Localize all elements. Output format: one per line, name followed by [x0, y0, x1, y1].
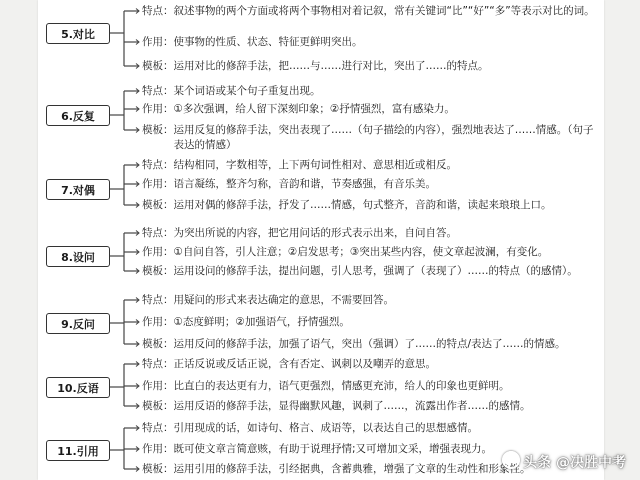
section-8	[38, 223, 604, 287]
section-6	[38, 81, 604, 153]
row-content: 某个词语或某个句子重复出现。	[173, 85, 321, 97]
row-content: 用疑问的形式来表达确定的意思，不需要回答。	[173, 294, 394, 306]
section-label: 5.对比	[46, 23, 110, 44]
row-label: 作用：	[142, 380, 174, 392]
section-row	[142, 421, 602, 436]
section-row	[142, 264, 602, 279]
row-content: 运用引用的修辞手法，引经据典，含蓄典雅，增强了文章的生动性和形象性。	[173, 463, 531, 475]
section-row	[142, 245, 602, 260]
row-content: 既可使文章言简意赅，有助于说理抒情;又可增加文采，增强表现力。	[173, 443, 493, 455]
section-9	[38, 290, 604, 350]
section-row	[142, 4, 602, 19]
row-label: 模板：	[142, 463, 174, 475]
bracket-connector	[110, 155, 140, 219]
bracket-connector	[110, 0, 140, 78]
row-label: 特点：	[142, 85, 174, 97]
row-content: 运用反语的修辞手法，显得幽默风趣，讽刺了……，流露出作者……的感情。	[173, 400, 531, 412]
row-label: 模板：	[142, 265, 174, 277]
row-content: 运用反问的修辞手法，加强了语气，突出（强调）了……的特点/表达了……的情感。	[173, 338, 566, 350]
section-row	[142, 177, 602, 192]
section-row	[142, 35, 602, 50]
row-label: 作用：	[142, 443, 174, 455]
row-label: 特点：	[142, 358, 174, 370]
row-label: 模板：	[142, 338, 174, 350]
section-row	[142, 293, 602, 308]
section-row	[142, 123, 602, 153]
section-label: 10.反语	[46, 377, 110, 398]
row-content: 正话反说或反话正说，含有否定、讽刺以及嘲弄的意思。	[173, 358, 436, 370]
section-row	[142, 315, 602, 330]
section-7	[38, 155, 604, 219]
section-row	[142, 158, 602, 173]
row-content: 运用设问的修辞手法，提出问题，引人思考，强调了（表现了）……的特点（的感情）。	[173, 265, 578, 277]
row-label: 模板：	[142, 60, 174, 72]
row-content: 引用现成的话，如诗句、格言、成语等，以表达自己的思想感情。	[173, 422, 478, 434]
study-sheet	[38, 0, 604, 480]
row-label: 特点：	[142, 227, 174, 239]
section-row	[142, 379, 602, 394]
row-content: 运用反复的修辞手法，突出表现了……（句子描绘的内容），强烈地表达了……情感。（句子表达的情感）	[173, 124, 594, 151]
section-10	[38, 354, 604, 414]
row-label: 特点：	[142, 159, 174, 171]
row-label: 特点：	[142, 422, 174, 434]
row-content: ①态度鲜明；②加强语气，抒情强烈。	[173, 316, 350, 328]
section-label: 7.对偶	[46, 179, 110, 200]
bracket-connector	[110, 290, 140, 350]
row-content: 语言凝练，整齐匀称，音韵和谐，节奏感强，有音乐美。	[173, 178, 436, 190]
section-label: 6.反复	[46, 105, 110, 126]
row-content: 运用对偶的修辞手法，抒发了……情感，句式整齐，音韵和谐，读起来琅琅上口。	[173, 199, 552, 211]
row-label: 作用：	[142, 178, 174, 190]
section-row	[142, 198, 602, 213]
bracket-connector	[110, 81, 140, 153]
bracket-connector	[110, 417, 140, 479]
row-content: 为突出所说的内容，把它用问话的形式表示出来，自问自答。	[173, 227, 457, 239]
bracket-connector	[110, 354, 140, 414]
section-row	[142, 59, 602, 74]
section-row	[142, 399, 602, 414]
section-label: 11.引用	[46, 440, 110, 461]
watermark	[502, 451, 626, 472]
row-content: ①多次强调，给人留下深刻印象；②抒情强烈，富有感染力。	[173, 103, 455, 115]
row-content: 结构相同，字数相等，上下两句词性相对、意思相近或相反。	[173, 159, 457, 171]
row-label: 特点：	[142, 5, 174, 17]
row-content: 运用对比的修辞手法，把……与……进行对比，突出了……的特点。	[173, 60, 489, 72]
watermark-text: 头条 @决胜中考	[523, 455, 626, 471]
row-label: 模板：	[142, 199, 174, 211]
section-row	[142, 102, 602, 117]
row-label: 特点：	[142, 294, 174, 306]
row-content: 叙述事物的两个方面或将两个事物相对着记叙，常有关键词“比”“好”“多”等表示对比的词。	[173, 5, 595, 17]
row-label: 作用：	[142, 246, 174, 258]
watermark-logo-icon	[502, 451, 520, 469]
row-label: 作用：	[142, 36, 174, 48]
section-row	[142, 337, 602, 352]
row-content: ①自问自答，引人注意；②启发思考；③突出某些内容，使文章起波澜，有变化。	[173, 246, 549, 258]
section-5	[38, 0, 604, 78]
section-row	[142, 226, 602, 241]
row-label: 模板：	[142, 124, 174, 136]
section-label: 8.设问	[46, 246, 110, 267]
row-content: 使事物的性质、状态、特征更鲜明突出。	[173, 36, 363, 48]
section-row	[142, 84, 602, 99]
row-label: 模板：	[142, 400, 174, 412]
section-label: 9.反问	[46, 313, 110, 334]
row-label: 作用：	[142, 316, 174, 328]
row-label: 作用：	[142, 103, 174, 115]
section-row	[142, 357, 602, 372]
row-content: 比直白的表达更有力，语气更强烈，情感更充沛，给人的印象也更鲜明。	[173, 380, 510, 392]
bracket-connector	[110, 223, 140, 287]
